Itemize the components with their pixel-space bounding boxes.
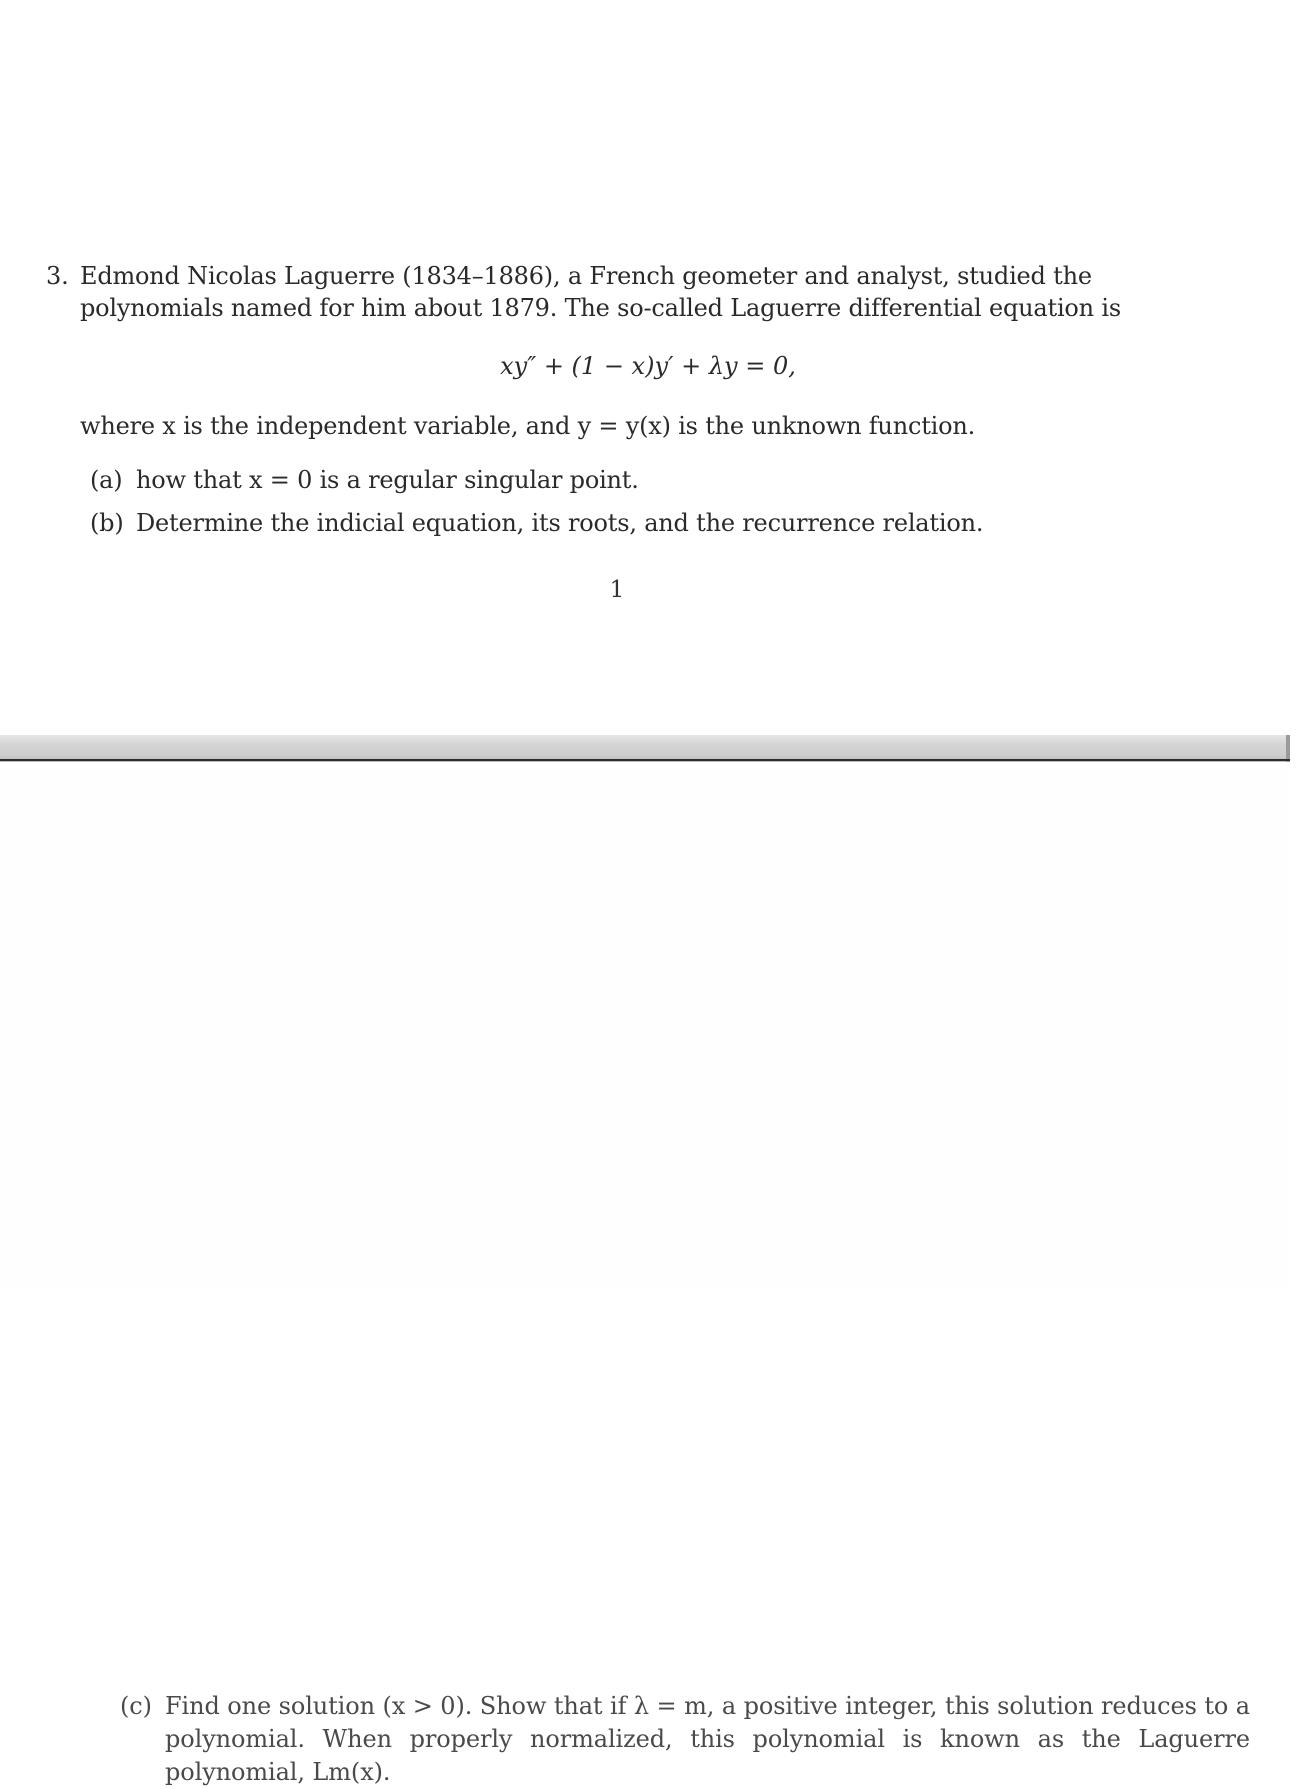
equation-description: where x is the independent variable, and y = y(x) is the unknown function. — [80, 412, 976, 440]
part-a — [90, 464, 639, 496]
part-b-label: (b) — [90, 509, 124, 537]
part-c-label: (c) — [120, 1692, 152, 1720]
part-c — [120, 1690, 1250, 1789]
page-separator-edge — [1286, 735, 1290, 762]
problem-number: 3. — [46, 262, 69, 290]
problem-3 — [46, 260, 1236, 324]
page-number: 1 — [609, 577, 625, 603]
part-a-text: how that x = 0 is a regular singular point. — [136, 466, 639, 494]
part-b — [90, 507, 983, 539]
page-separator — [0, 735, 1290, 762]
part-a-label: (a) — [90, 466, 123, 494]
document-page-1 — [0, 0, 1290, 735]
laguerre-equation: xy″ + (1 − x)y′ + λy = 0, — [500, 352, 796, 380]
part-b-text: Determine the indicial equation, its roots, and the recurrence relation. — [136, 509, 984, 537]
part-c-text: Find one solution (x > 0). Show that if λ = m, a positive integer, this solution reduces to a polynomial. When properly normalized, this polynomial is known as the Laguerre polynomial, Lm(x). — [165, 1692, 1250, 1786]
problem-intro-text: Edmond Nicolas Laguerre (1834–1886), a French geometer and analyst, studied the polynomials named for him about 1879. The so-called Laguerre differential equation is — [80, 262, 1121, 322]
page-separator-line — [0, 759, 1290, 761]
document-page-2 — [0, 762, 1290, 1786]
